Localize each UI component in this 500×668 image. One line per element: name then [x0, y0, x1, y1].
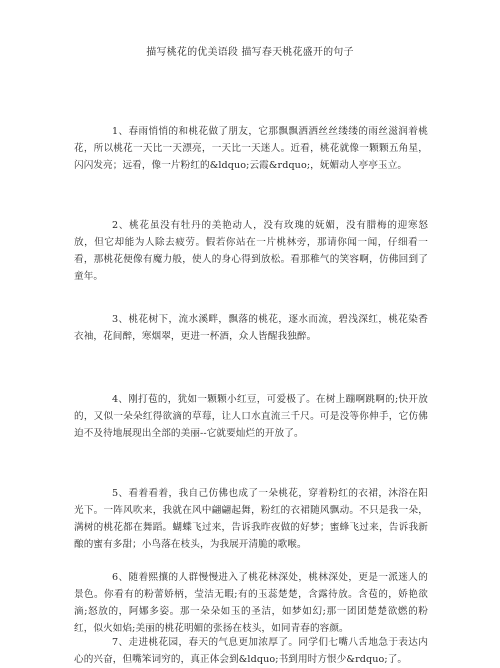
paragraph-2: 2、桃花虽没有牡丹的美艳动人，没有玫瑰的妩媚，没有腊梅的迎寒怒放，但它却能为人除去疲劳。假若你站在一片桃林旁，那请你闻一闻，仔细看一看，那桃花便像有魔力般，使人的身心得到放松。看那稚气的笑容啊，仿佛回到了童年。: [74, 220, 428, 282]
paragraph-4: 4、刚打苞的，犹如一颗颗小红豆，可爱极了。在树上蹦啊跳啊的;快开放的，又似一朵朵红得欲滴的草莓，让人口水直流三千尺。可是没等你伸手，它仿佛迫不及待地展现出全部的美丽--它就要灿烂的开放了。: [74, 394, 428, 439]
paragraph-5: 5、看着看着，我自己仿佛也成了一朵桃花，穿着粉红的衣裙，沐浴在阳光下。一阵风吹来，我就在风中翩翩起舞，粉红的衣裙随风飘动。不只是我一朵，满树的桃花都在舞蹈。蝴蝶飞过来，告诉我昨夜做的好梦；蜜蜂飞过来，告诉我新酿的蜜有多甜；小鸟落在枝头，为我展开清脆的歌喉。: [74, 488, 428, 550]
paragraph-6: 6、随着熙攘的人群慢慢进入了桃花林深处，桃林深处，更是一派迷人的景色。你看有的粉蕾娇柄，莹洁无暇;有的玉蕊楚楚，含露待放。含苞的，娇艳欲滴;怒放的，阿娜多姿。那一朵朵如玉的圣洁，如梦如幻;那一团团楚楚欲燃的粉红，似火如焰;美丽的桃花明媚的张扬在枝头，如同青春的容颜。: [74, 572, 428, 634]
paragraph-1: 1、春雨悄悄的和桃花做了朋友，它那飘飘洒洒丝丝缕缕的雨丝滋润着桃花，所以桃花一天比一天漂亮，一天比一天迷人。近看，桃花就像一颗颗五角星，闪闪发亮；远看，像一片粉红的&ldquo;云霞&rdquo;，妩媚动人亭亭玉立。: [74, 126, 428, 171]
page-title: 描写桃花的优美语段 描写春天桃花盛开的句子: [146, 47, 354, 58]
paragraph-7: 7、走进桃花园，春天的气息更加浓厚了。同学们七嘴八舌地急于表达内心的兴奋，但嘴笨词穷的，真正体会到&ldquo;书到用时方恨少&rdquo;了。: [74, 637, 428, 665]
paragraph-3: 3、桃花树下，流水溪畔，飘落的桃花，逐水而流，碧浅深红，桃花染香衣袖，花间醉，寒烟翠，更进一杯酒，众人皆醒我独醉。: [74, 314, 428, 342]
